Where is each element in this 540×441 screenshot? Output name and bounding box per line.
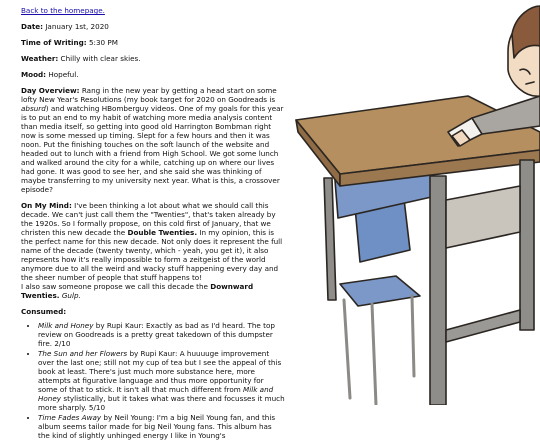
consumed-list <box>21 321 285 440</box>
chair-seat <box>340 276 420 306</box>
day-overview: Day Overview: Rang in the new year by getting a head start on some lofty New Year's Resolutions (my book target for 2020 on Goodreads is absurd) and watching HBomberguy videos. One of my goals for this year is to put an end to my habit of watching more media analysis content than media itself, so getting into good old Harrington Bombman right now is some messed up timing. Slept for a few hours and then it was noon. Put the finishing touches on the soft launch of the website and headed out to lunch with a friend from High School. We got some lunch and walked around the city for a while, catching up on where our lives had gone. It was good to see her, and she said she was thinking of maybe transferring to my university next year. What is this, a crossover episode? <box>21 86 284 194</box>
date-label: Date: <box>21 22 44 31</box>
on-my-mind-continued: I also saw someone propose we call this decade the Downward Twenties. Gulp. <box>21 282 254 300</box>
desk-leg-front <box>430 176 446 405</box>
weather-value: Chilly with clear skies. <box>60 54 141 63</box>
date-value: January 1st, 2020 <box>45 22 109 31</box>
consumed-heading: Consumed: <box>21 307 67 316</box>
desk-leg-right <box>520 160 534 330</box>
time-label: Time of Writing: <box>21 38 87 47</box>
mood-line <box>21 70 285 79</box>
overview-label: Day Overview: <box>21 86 80 95</box>
time-line <box>21 38 285 47</box>
time-value: 5:30 PM <box>88 38 118 47</box>
list-item: • The Sun and her Flowers by Rupi Kaur: A huuuuge improvement over the last one; still not my cup of tea but I see the appeal of this book at least. There's just much more substance here, more attempts at figurative language and thus more opportunity for some of that to stick. It isn't all that much different from Milk and Honey stylistically, but it takes what was there and focusses it much more sharply. 5/10 <box>38 349 285 412</box>
date-line <box>21 22 285 31</box>
weather-label: Weather: <box>21 54 59 63</box>
mind-label: On My Mind: <box>21 201 72 210</box>
on-my-mind: On My Mind: I've been thinking a lot about what we should call this decade. We can't just call them the "Twenties", that's taken already by the 1920s. So I formally propose, on this cold first of January, that we christen this new decade the Double Twenties. In my opinion, this is the perfect name for this new decade. Not only does it represent the full name of the decade (twenty twenty, which - yeah, you get it), it also represents how it's really impossible to form a zeitgeist of the world anymore due to all the weird and wacky stuff happening every day and the sheer number of people that stuff happens to! <box>21 201 283 282</box>
list-item: • Time Fades Away by Neil Young: I'm a big Neil Young fan, and this album seems tailor made for big Neil Young fans. This album has the kind of slightly unhinged energy I like in Young's <box>38 413 285 440</box>
list-item: • Milk and Honey by Rupi Kaur: Exactly as bad as I'd heard. The top review on Goodreads is a pretty great takedown of this dumpster fire. 2/10 <box>38 321 285 348</box>
mood-value: Hopeful. <box>48 70 79 79</box>
journal-entry <box>21 6 285 441</box>
mood-label: Mood: <box>21 70 47 79</box>
back-to-homepage-link[interactable]: Back to the homepage. <box>21 6 105 15</box>
weather-line <box>21 54 285 63</box>
